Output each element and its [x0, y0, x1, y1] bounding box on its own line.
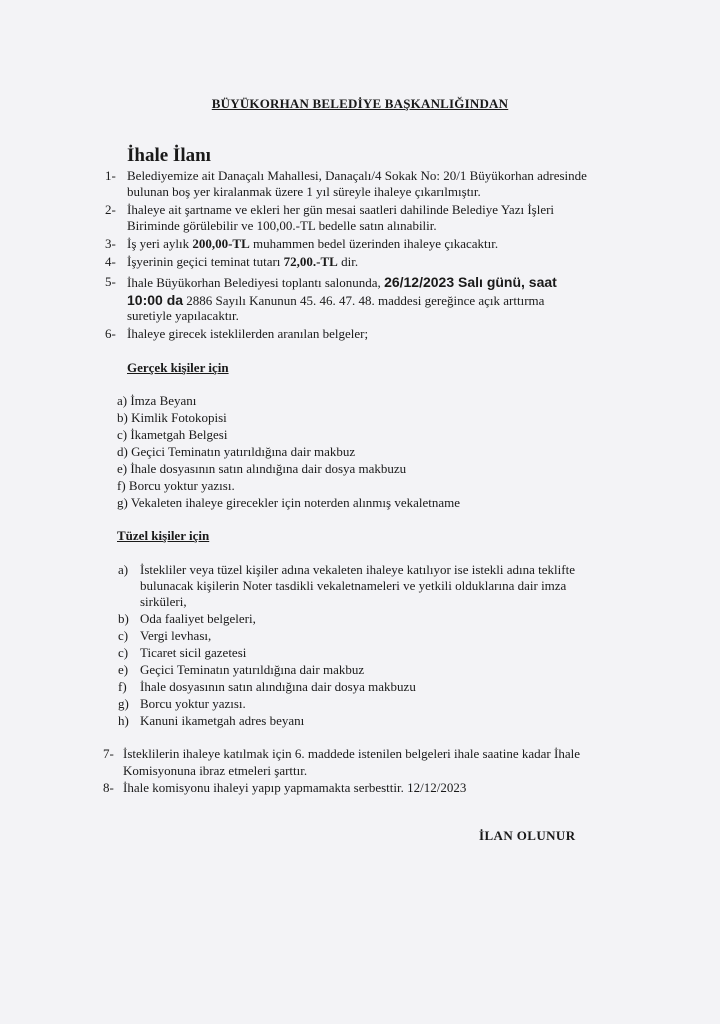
legal-item-f: İhale dosyasının satın alındığına dair dosya makbuzu: [140, 679, 416, 694]
legal-item-h: Kanuni ikametgah adres beyanı: [140, 713, 305, 728]
legal-item-label: c): [118, 628, 129, 643]
item-7-line-1: İsteklilerin ihaleye katılmak için 6. maddede istenilen belgeleri ihale saatine kadar İhale: [123, 746, 580, 761]
item-4-text: İşyerinin geçici teminat tutarı: [127, 254, 284, 269]
legal-entities-heading: Tüzel kişiler için: [117, 528, 210, 543]
item-number: 4-: [105, 254, 116, 269]
legal-item-label: h): [118, 713, 129, 728]
item-5-text-2: 2886 Sayılı Kanunun 45. 46. 47. 48. maddesi gereğince açık arttırma: [183, 293, 545, 308]
document-heading: BÜYÜKORHAN BELEDİYE BAŞKANLIĞINDAN: [211, 96, 509, 111]
item-5-date: 26/12/2023 Salı günü, saat: [384, 274, 557, 290]
legal-item-a-line-1: İstekliler veya tüzel kişiler adına vekaleten ihaleye katılıyor ise istekli adına teklifte: [140, 562, 575, 577]
item-1-line-1: Belediyemize ait Danaçalı Mahallesi, Danaçalı/4 Sokak No: 20/1 Büyükorhan adresinde: [127, 168, 587, 183]
item-7-line-2: Komisyonuna ibraz etmeleri şarttır.: [123, 763, 308, 778]
item-8-line: İhale komisyonu ihaleyi yapıp yapmamakta serbesttir. 12/12/2023: [123, 780, 467, 795]
real-persons-item-b: b) Kimlik Fotokopisi: [117, 410, 227, 425]
legal-item-label: g): [118, 696, 129, 711]
item-5-time: 10:00 da: [127, 292, 184, 308]
real-persons-item-e: e) İhale dosyasının satın alındığına dair dosya makbuzu: [117, 461, 407, 476]
legal-item-b: Oda faaliyet belgeleri,: [140, 611, 256, 626]
item-number: 3-: [105, 236, 116, 251]
legal-item-g: Borcu yoktur yazısı.: [140, 696, 246, 711]
item-3-text-end: muhammen bedel üzerinden ihaleye çıkacaktır.: [249, 236, 499, 251]
real-persons-item-g: g) Vekaleten ihaleye girecekler için noterden alınmış vekaletname: [117, 495, 461, 510]
item-5-line-3: suretiyle yapılacaktır.: [127, 308, 239, 323]
legal-item-label: f): [118, 679, 127, 694]
legal-item-label: e): [118, 662, 129, 677]
item-number: 1-: [105, 168, 116, 183]
legal-item-label: b): [118, 611, 129, 626]
item-4-line: [127, 254, 358, 270]
item-4-amount: 72,00.-TL: [283, 254, 338, 269]
legal-item-c: Vergi levhası,: [140, 628, 212, 643]
item-2-line-2: Biriminde görülebilir ve 100,00.-TL bedelle satın alınabilir.: [127, 218, 437, 233]
item-6-line: İhaleye girecek isteklilerden aranılan belgeler;: [127, 326, 369, 341]
item-number: 2-: [105, 202, 116, 217]
real-persons-item-d: d) Geçici Teminatın yatırıldığına dair makbuz: [117, 444, 356, 459]
item-3-text: İş yeri aylık: [127, 236, 193, 251]
legal-item-label: a): [118, 562, 129, 577]
real-persons-item-c: c) İkametgah Belgesi: [117, 427, 228, 442]
real-persons-item-a: a) İmza Beyanı: [117, 393, 197, 408]
legal-item-d: Ticaret sicil gazetesi: [140, 645, 247, 660]
legal-item-label: c): [118, 645, 129, 660]
legal-item-a-line-3: sirküleri,: [140, 594, 187, 609]
item-5-text: İhale Büyükorhan Belediyesi toplantı salonunda,: [127, 275, 385, 290]
document-title: İhale İlanı: [127, 145, 211, 166]
item-5-line-1: [127, 274, 557, 291]
item-1-line-2: bulunan boş yer kiralanmak üzere 1 yıl süreyle ihaleye çıkarılmıştır.: [127, 184, 481, 199]
item-number: 7-: [103, 746, 114, 761]
item-5-line-2: [127, 292, 544, 309]
legal-item-a-line-2: bulunacak kişilerin Noter tasdikli vekaletnameleri ve yetkili olduklarına dair imza: [140, 578, 567, 593]
real-persons-heading: Gerçek kişiler için: [127, 360, 229, 375]
item-number: 5-: [105, 274, 116, 289]
legal-item-e: Geçici Teminatın yatırıldığına dair makbuz: [140, 662, 365, 677]
real-persons-item-f: f) Borcu yoktur yazısı.: [117, 478, 235, 493]
closing-statement: İLAN OLUNUR: [479, 828, 576, 843]
item-2-line-1: İhaleye ait şartname ve ekleri her gün mesai saatleri dahilinde Belediye Yazı İşleri: [127, 202, 555, 217]
item-3-amount: 200,00-TL: [192, 236, 250, 251]
item-number: 8-: [103, 780, 114, 795]
item-number: 6-: [105, 326, 116, 341]
item-4-text-end: dir.: [337, 254, 359, 269]
item-3-line: [127, 236, 498, 252]
